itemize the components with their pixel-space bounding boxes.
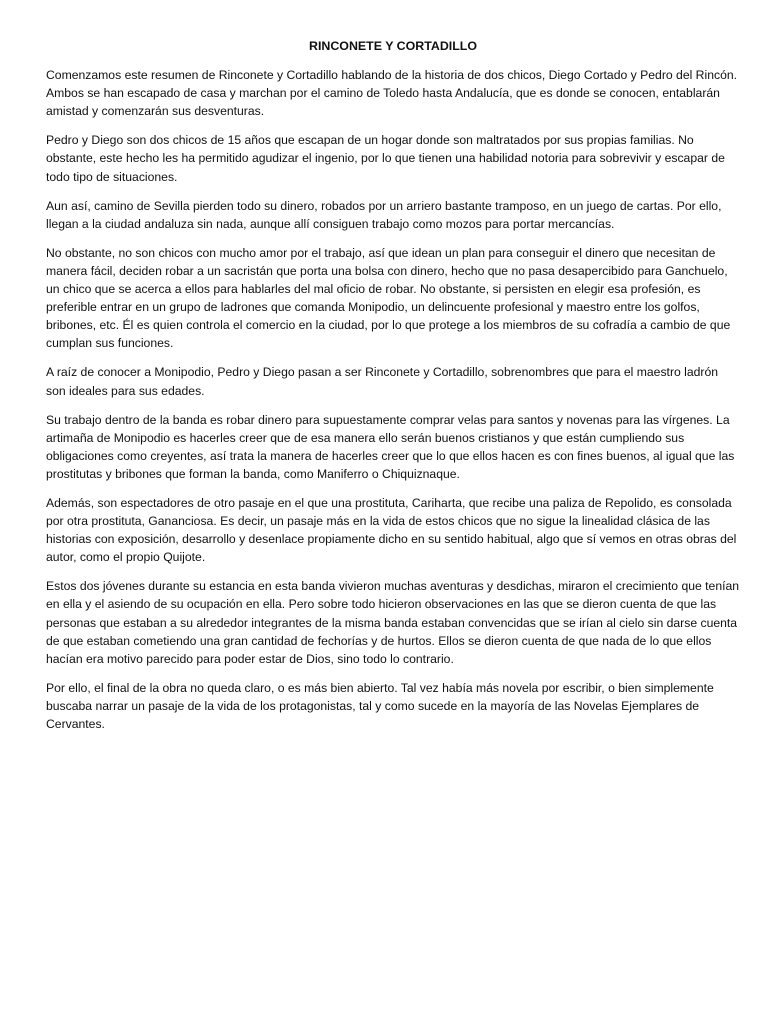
paragraph-7: Además, son espectadores de otro pasaje en el que una prostituta, Cariharta, que recibe una paliza de Repolido, es consolada por otra prostituta, Gananciosa. Es decir, un pasaje más en la vida de estos chicos que no sigue la linealidad clásica de las historias con exposición, desarrollo y desenlace propiamente dicho en su sentido habitual, algo que sí vemos en otras obras del autor, como el propio Quijote. bbox=[46, 495, 737, 565]
paragraph-6: Su trabajo dentro de la banda es robar dinero para supuestamente comprar velas para santos y novenas para las vírgenes. La artimaña de Monipodio es hacerles creer que de esa manera ello serán buenos cristianos y que están cumpliendo sus obligaciones como creyentes, así trata la manera de hacerles creer que lo que ellos hacen es con fines buenos, al igual que las prostitutas y bribones que forman la banda, como Maniferro o Chiquiznaque. bbox=[46, 412, 735, 481]
document-body bbox=[46, 37, 740, 744]
paragraph-4: No obstante, no son chicos con mucho amor por el trabajo, así que idean un plan para conseguir el dinero que necesitan de manera fácil, deciden robar a un sacristán que porta una bolsa con dinero, hecho que no pasa desapercibido para Ganchuelo, un chico que se acerca a ellos para hablarles del mal oficio de robar. No obstante, si persisten en elegir esa profesión, es preferible entrar en un grupo de ladrones que comanda Monipodio, un delincuente profesional y maestro entre los golfos, bribones, etc. Él es quien controla el comercio en la ciudad, por lo que protege a los miembros de su cofradía a cambio de que cumplan sus funciones. bbox=[46, 245, 731, 351]
document-title: RINCONETE Y CORTADILLO bbox=[309, 39, 477, 53]
paragraph-9: Por ello, el final de la obra no queda claro, o es más bien abierto. Tal vez había más novela por escribir, o bien simplemente buscaba narrar un pasaje de la vida de los protagonistas, tal y como sucede en la mayoría de las Novelas Ejemplares de Cervantes. bbox=[46, 680, 714, 731]
paragraph-8: Estos dos jóvenes durante su estancia en esta banda vivieron muchas aventuras y desdichas, miraron el crecimiento que tenían en ella y el asiendo de su ocupación en ella. Pero sobre todo hicieron observaciones en las que se dieron cuenta de que las personas que estaban a su alrededor integrantes de la misma banda estaban convencidas que se irían al cielo sin darse cuenta de que estaban cometiendo una gran cantidad de fechorías y de hurtos. Ellos se dieron cuenta de que nada de lo que ellos hacían era motivo parecido para poder estar de Dios, sino todo lo contrario. bbox=[46, 579, 740, 666]
paragraph-1: Comenzamos este resumen de Rinconete y Cortadillo hablando de la historia de dos chicos, Diego Cortado y Pedro del Rincón. Ambos se han escapado de casa y marchan por el camino de Toledo hasta Andalucía, que es donde se conocen, entablarán amistad y comenzarán sus desventuras. bbox=[46, 68, 738, 119]
paragraph-2: Pedro y Diego son dos chicos de 15 años que escapan de un hogar donde son maltratados por sus propias familias. No obstante, este hecho les ha permitido agudizar el ingenio, por lo que tienen una habilidad notoria para sobrevivir y escapar de todo tipo de situaciones. bbox=[46, 133, 725, 184]
paragraph-3: Aun así, camino de Sevilla pierden todo su dinero, robados por un arriero bastante tramposo, en un juego de cartas. Por ello, llegan a la ciudad andaluza sin nada, aunque allí consiguen trabajo como mozos para portar mercancías. bbox=[46, 198, 722, 231]
paragraph-5: A raíz de conocer a Monipodio, Pedro y Diego pasan a ser Rinconete y Cortadillo, sobrenombres que para el maestro ladrón son ideales para sus edades. bbox=[46, 365, 719, 398]
